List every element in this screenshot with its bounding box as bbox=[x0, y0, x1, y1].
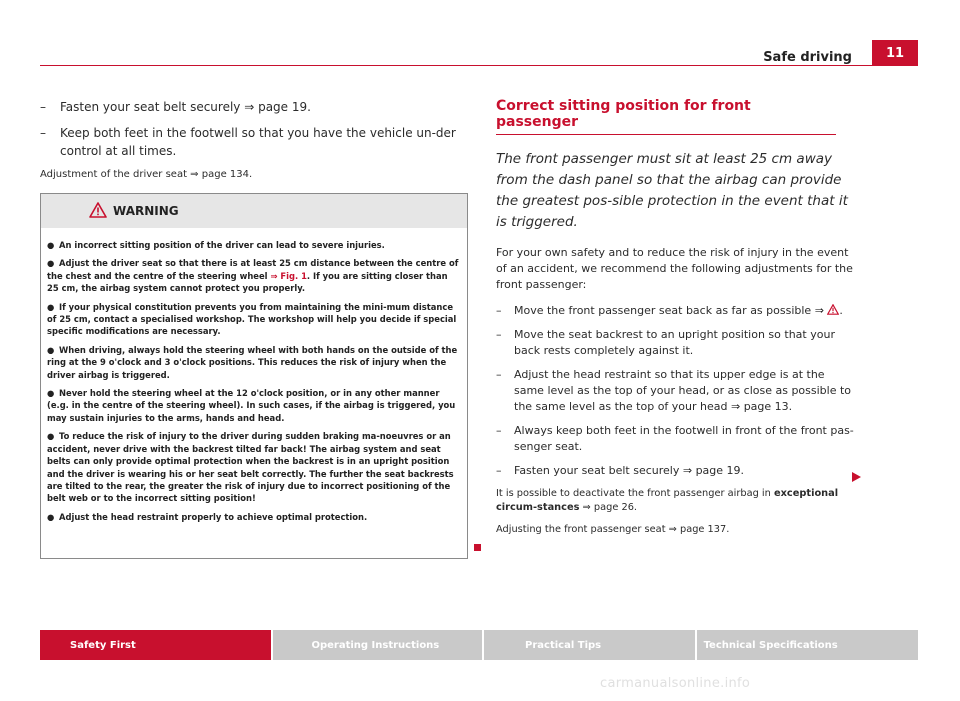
list-item bbox=[496, 303, 856, 319]
warning-item bbox=[47, 511, 462, 523]
warning-item-text: An incorrect sitting position of the driver can lead to severe injuries. bbox=[59, 240, 385, 250]
warning-item-text-tail: . If you are sitting closer than 25 cm, the airbag system cannot protect you properly. bbox=[47, 270, 448, 294]
dash-marker: – bbox=[40, 100, 46, 114]
bullet: ● bbox=[47, 258, 55, 269]
warning-triangle-icon bbox=[827, 304, 839, 315]
warning-item-text: Never hold the steering wheel at the 12 o'clock position, or in any other manner (e.g. in the centre of the steering wheel). In such cases, if the airbag is triggered, you may sustain injuries to the arms, hands and head. bbox=[47, 388, 456, 423]
list-item bbox=[496, 423, 856, 455]
footer-nav bbox=[40, 630, 918, 660]
figure-link[interactable]: ⇒ Fig. 1 bbox=[270, 270, 307, 281]
warning-item-text: If your physical constitution prevents you from maintaining the mini-mum distance of 25 cm, contact a specialised workshop. The workshop will help you decide if special specific modifications are necessary. bbox=[47, 301, 457, 337]
list-item bbox=[40, 98, 470, 116]
warning-item-text: To reduce the risk of injury to the driver during sudden braking ma-noeuvres or an accident, never drive with the backrest tilted far back! The airbag system and seat belts can only provide optimal protection when the backrest is in an upright position and the driver is wearing his or her seat belt correctly. The further the seat backrests are tilted to the rear, the greater the risk of injury due to incorrect positioning of the belt web or to the incorrect sitting position! bbox=[47, 431, 454, 504]
list-item-text: Move the front passenger seat back as far as possible ⇒ bbox=[514, 304, 828, 317]
warning-item bbox=[47, 430, 462, 504]
bullet: ● bbox=[47, 511, 55, 522]
warning-item-text: Adjust the driver seat so that there is at least 25 cm distance between the centre of the chest and the centre of the steering wheel bbox=[47, 258, 459, 281]
bullet: ● bbox=[47, 344, 55, 355]
warning-title: WARNING bbox=[113, 204, 179, 218]
list-item bbox=[496, 463, 856, 479]
warning-item bbox=[47, 344, 462, 381]
dash-marker: – bbox=[496, 464, 502, 477]
section-end-marker bbox=[474, 544, 481, 551]
bullet: ● bbox=[47, 431, 55, 442]
list-item bbox=[496, 367, 856, 415]
left-column bbox=[40, 98, 470, 182]
dash-marker: – bbox=[496, 424, 502, 437]
warning-item bbox=[47, 387, 462, 424]
list-item-text: Adjust the head restraint so that its upper edge is at the same level as the top of your head, or as close as possible to the same level as the top of your head ⇒ page 13. bbox=[514, 368, 852, 413]
header-divider bbox=[40, 65, 918, 66]
dash-marker: – bbox=[496, 328, 502, 341]
warning-item bbox=[47, 257, 462, 294]
note-text: It is possible to deactivate the front passenger airbag in bbox=[496, 488, 774, 499]
list-item-text: Always keep both feet in the footwell in front of the front pas-senger seat. bbox=[514, 424, 854, 453]
driver-seat-reference: Adjustment of the driver seat ⇒ page 134. bbox=[40, 169, 253, 180]
bullet: ● bbox=[47, 240, 55, 250]
list-item-text: Move the seat backrest to an upright position so that your back rests completely against it. bbox=[514, 328, 835, 357]
tab-technical-specifications[interactable]: Technical Specifications bbox=[697, 630, 918, 660]
period: . bbox=[839, 304, 843, 317]
running-header-title: Safe driving bbox=[763, 50, 852, 65]
tab-practical-tips[interactable]: Practical Tips bbox=[484, 630, 695, 660]
warning-body bbox=[41, 228, 467, 523]
bullet: ● bbox=[47, 388, 55, 399]
page-number-badge: 11 bbox=[872, 40, 918, 66]
airbag-deactivation-note bbox=[496, 487, 856, 515]
dash-marker: – bbox=[496, 304, 502, 317]
bullet: ● bbox=[47, 301, 55, 312]
list-item-text: Fasten your seat belt securely ⇒ page 19. bbox=[60, 100, 311, 114]
list-item-text: Fasten your seat belt securely ⇒ page 19. bbox=[514, 464, 745, 477]
passenger-seat-reference: Adjusting the front passenger seat ⇒ page 137. bbox=[496, 524, 730, 535]
dash-marker: – bbox=[40, 126, 46, 140]
tab-operating-instructions[interactable]: Operating Instructions bbox=[273, 630, 482, 660]
warning-item-text: Adjust the head restraint properly to achieve optimal protection. bbox=[59, 511, 368, 522]
right-column bbox=[496, 98, 856, 545]
section-title: Correct sitting position for front passenger bbox=[496, 98, 836, 135]
list-item bbox=[40, 124, 470, 160]
warning-item bbox=[47, 239, 462, 251]
warning-header bbox=[41, 194, 467, 228]
warning-item bbox=[47, 301, 462, 338]
continue-arrow-icon bbox=[852, 472, 861, 482]
intro-paragraph: For your own safety and to reduce the risk of injury in the event of an accident, we recommend the following adjustments for the front passenger: bbox=[496, 246, 853, 291]
lead-paragraph: The front passenger must sit at least 25 cm away from the dash panel so that the airbag can provide the greatest pos-sible protection in the event that it is triggered. bbox=[496, 151, 848, 230]
warning-triangle-icon bbox=[89, 202, 107, 218]
warning-item-text: When driving, always hold the steering wheel with both hands on the outside of the ring at the 9 o'clock and 3 o'clock positions. This reduces the risk of injury when the driver airbag is triggered. bbox=[47, 344, 458, 380]
watermark: carmanualsonline.info bbox=[600, 676, 751, 691]
dash-marker: – bbox=[496, 368, 502, 381]
note-reference: ⇒ page 26. bbox=[579, 502, 638, 513]
note-emphasis: exceptional circum-stances bbox=[496, 488, 839, 513]
warning-box bbox=[40, 193, 468, 559]
list-item-text: Keep both feet in the footwell so that you have the vehicle un-der control at all times. bbox=[60, 126, 456, 158]
tab-safety-first[interactable]: Safety First bbox=[40, 630, 271, 660]
list-item bbox=[496, 327, 856, 359]
